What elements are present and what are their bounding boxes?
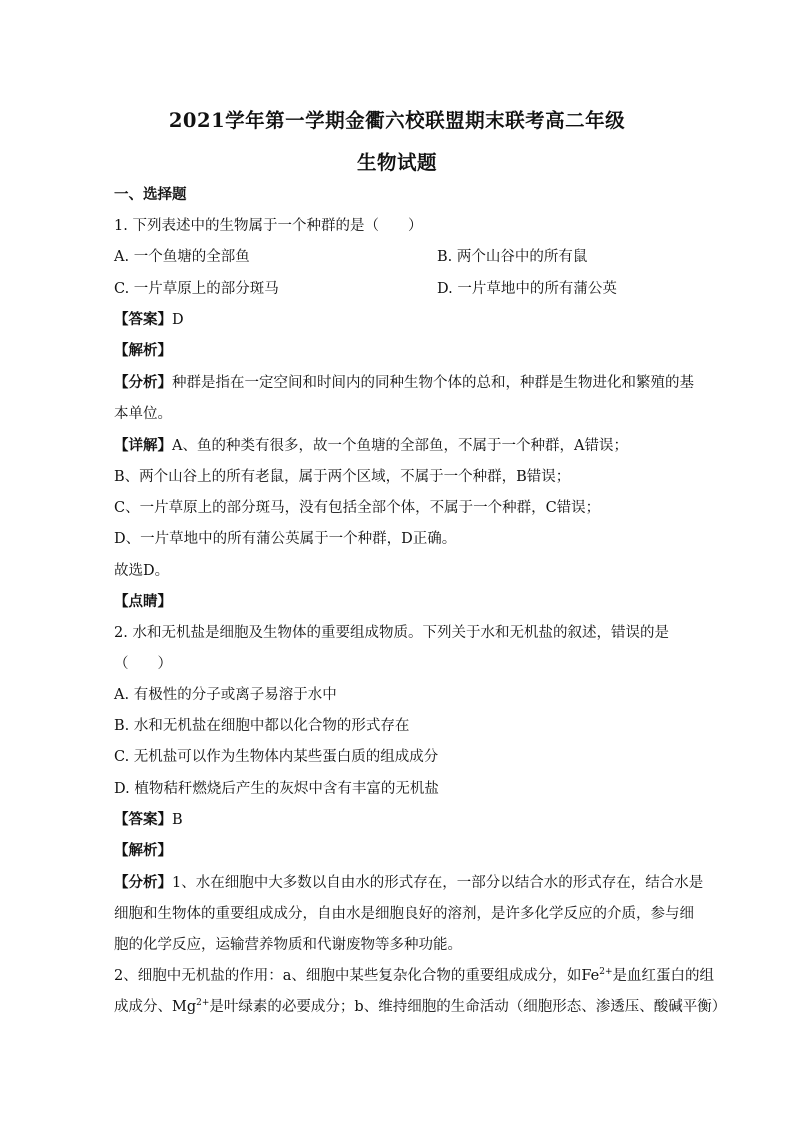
q2-stem-line-2: （ ） xyxy=(114,656,172,672)
fenxi-text: 种群是指在一定空间和时间内的同种生物个体的总和，种群是生物进化和繁殖的基 xyxy=(172,375,694,391)
analysis-tag: 【解析】 xyxy=(114,342,172,359)
salt-text-2a: 成成分、Mg xyxy=(114,999,197,1015)
q1-answer xyxy=(114,310,184,330)
dianjing-tag: 【点睛】 xyxy=(114,593,172,610)
fe-superscript: 2+ xyxy=(599,967,613,977)
q2-salt-line-2 xyxy=(114,997,726,1017)
section-heading: 一、选择题 xyxy=(114,186,187,203)
fenxi-tag: 【分析】 xyxy=(114,874,172,891)
q1-detail-line-3: C、一片草原上的部分斑马，没有包括全部个体，不属于一个种群，C错误； xyxy=(114,500,601,516)
q2-stem-line-1: 2. 水和无机盐是细胞及生物体的重要组成物质。下列关于水和无机盐的叙述，错误的是 xyxy=(114,625,669,641)
q1-dianjing xyxy=(114,592,172,612)
q1-fenxi-line-1 xyxy=(114,373,694,393)
q1-detail-line-4: D、一片草地中的所有蒲公英属于一个种群，D正确。 xyxy=(114,531,457,547)
salt-text-2b: 是叶绿素的必要成分；b、维持细胞的生命活动（细胞形态、渗透压、酸碱平衡） xyxy=(209,999,727,1015)
q2-option-c: C. 无机盐可以作为生物体内某些蛋白质的组成成分 xyxy=(114,749,439,765)
exam-subtitle: 生物试题 xyxy=(356,151,437,174)
q1-fenxi-line-2: 本单位。 xyxy=(114,406,172,422)
q1-option-d: D. 一片草地中的所有蒲公英 xyxy=(437,281,617,297)
mg-superscript: 2+ xyxy=(196,998,210,1008)
q2-option-b: B. 水和无机盐在细胞中都以化合物的形式存在 xyxy=(114,718,410,734)
answer-tag: 【答案】 xyxy=(114,811,172,828)
fenxi-text: 1、水在细胞中大多数以自由水的形式存在，一部分以结合水的形式存在，结合水是 xyxy=(172,875,704,891)
q2-fenxi-line-2: 细胞和生物体的重要组成成分，自由水是细胞良好的溶剂，是许多化学反应的介质，参与细 xyxy=(114,906,694,922)
analysis-tag: 【解析】 xyxy=(114,842,172,859)
q1-option-c: C. 一片草原上的部分斑马 xyxy=(114,281,279,297)
q2-fenxi-line-3: 胞的化学反应，运输营养物质和代谢废物等多种功能。 xyxy=(114,937,462,953)
q2-option-a: A. 有极性的分子或离子易溶于水中 xyxy=(114,687,337,703)
exam-title: 2021学年第一学期金衢六校联盟期末联考高二年级 xyxy=(168,109,626,132)
q2-fenxi-line-1 xyxy=(114,873,703,893)
fenxi-tag: 【分析】 xyxy=(114,374,172,391)
answer-tag: 【答案】 xyxy=(114,311,172,328)
q1-analysis-tag xyxy=(114,341,172,361)
q1-detail-line-2: B、两个山谷上的所有老鼠，属于两个区域，不属于一个种群，B错误； xyxy=(114,469,571,485)
detail-text: A、鱼的种类有很多，故一个鱼塘的全部鱼，不属于一个种群，A错误； xyxy=(172,438,628,454)
detail-tag: 【详解】 xyxy=(114,437,172,454)
q1-stem: 1. 下列表述中的生物属于一个种群的是（ ） xyxy=(114,218,423,234)
q2-option-d: D. 植物秸秆燃烧后产生的灰烬中含有丰富的无机盐 xyxy=(114,781,439,797)
answer-value: D xyxy=(172,312,184,328)
q1-detail-line-1 xyxy=(114,436,628,456)
q2-answer xyxy=(114,810,183,830)
salt-text-1b: 是血红蛋白的组 xyxy=(612,968,714,984)
q1-option-a: A. 一个鱼塘的全部鱼 xyxy=(114,249,250,265)
salt-text-1a: 2、细胞中无机盐的作用：a、细胞中某些复杂化合物的重要组成成分，如Fe xyxy=(114,968,600,984)
q1-conclusion: 故选D。 xyxy=(114,563,170,579)
answer-value: B xyxy=(172,812,183,828)
q2-analysis-tag xyxy=(114,841,172,861)
q2-salt-line-1 xyxy=(114,966,714,986)
q1-option-b: B. 两个山谷中的所有鼠 xyxy=(437,249,588,265)
